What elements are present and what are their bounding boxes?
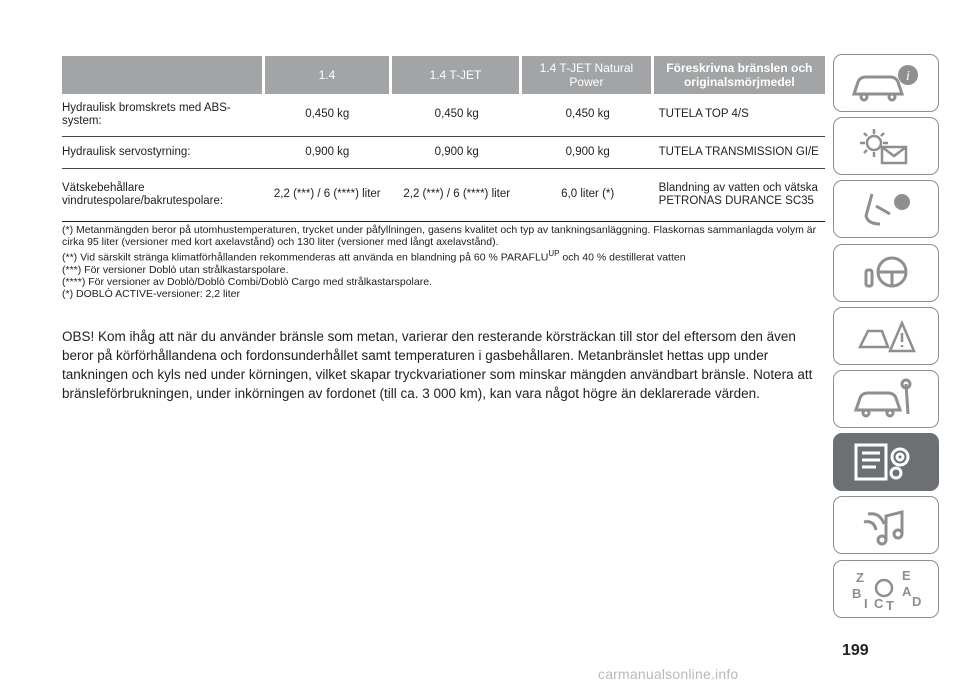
svg-text:D: D [912,593,922,609]
page-number: 199 [842,642,869,659]
footnote: (**) Vid särskilt stränga klimatförhållanden rekommenderas att använda en blandning på 60 % $PARAFLU^{UP}$ och 40 % destillerat vatten [62,249,686,264]
technical-data-table [62,56,825,222]
header-cell: 1.4 [265,56,389,94]
car-maintenance-icon[interactable] [833,370,939,428]
car-info-icon[interactable] [833,54,939,112]
svg-text:E: E [902,567,911,583]
row-label: Hydraulisk servostyrning: [62,145,191,158]
table-cell: 0,450 kg [305,108,350,121]
table-cell: 0,900 kg [434,145,479,158]
airbag-seat-icon[interactable] [833,180,939,238]
table-row [62,94,825,137]
header-cell [62,56,262,94]
footnotes [62,224,826,300]
chapter-sidebar [833,54,939,623]
table-cell: TUTELA TOP 4/S [658,108,749,121]
steering-key-icon[interactable] [833,244,939,302]
footnote: (*) DOBLÒ ACTIVE-versioner: 2,2 liter [62,287,240,300]
svg-text:I: I [864,595,868,611]
table-cell: TUTELA TRANSMISSION GI/E [658,145,819,158]
table-cell: 0,900 kg [305,145,350,158]
table-cell: 0,900 kg [565,145,610,158]
table-cell: Blandning av vatten och vätska PETRONAS DURANCE SC35 [658,181,818,207]
multimedia-icon[interactable] [833,496,939,554]
table-cell: 2,2 (***) / 6 (****) liter [273,188,381,201]
table-cell: 0,450 kg [565,108,610,121]
svg-text:Z: Z [856,569,864,585]
header-cell: 1.4 T-JET Natural Power [522,56,650,94]
warning-lights-icon[interactable] [833,117,939,175]
roadside-emergency-icon[interactable] [833,307,939,365]
svg-text:T: T [886,597,894,612]
svg-text:C: C [874,595,884,611]
table-cell: 0,450 kg [434,108,479,121]
index-icon[interactable] [833,560,939,618]
watermark: carmanualsonline.info [598,666,739,682]
footnote: (****) För versioner av Doblò/Doblò Combi/Doblò Cargo med strålkastarspolare. [62,275,432,288]
table-cell: 2,2 (***) / 6 (****) liter [403,188,511,201]
footnote: (***) För versioner Doblò utan strålkastarspolare. [62,263,289,276]
svg-text:A: A [902,583,912,599]
table-row [62,169,825,222]
header-cell: 1.4 T-JET [392,56,519,94]
obs-paragraph: OBS! Kom ihåg att när du använder bränsle som metan, varierar den resterande körsträckan till stor del eftersom den även beror på körförhållandena och fordonsunderhållet samt temperaturen i gasbehållaren. Metanbränslet hettas upp under tankningen och kyls ned under körningen, vilket skapar tryckvariationer som minskar mängden användbart bränsle. Notera att bränsleförbrukningen, under inkörningen av fordonet (till ca. 3 000 km), kan vara något högre än deklarerade värden. [62,329,813,401]
footnote: (*) Metanmängden beror på utomhustemperaturen, trycket under påfyllningen, gasens kvalitet och typ av tankningsanläggning. Flaskornas sammanlagda volym är cirka 95 liter (versioner med kort axelavstånd) och 130 liter (versioner med långt axelavstånd). [62,224,817,248]
table-row [62,137,825,169]
row-label: Hydraulisk bromskrets med ABS-system: [62,101,231,127]
header-cell: Föreskrivna bränslen och originalsmörjmedel [654,56,825,94]
table-cell: 6,0 liter (*) [561,188,615,201]
row-label: Vätskebehållare vindrutespolare/bakrutespolare: [62,181,224,207]
svg-text:i: i [906,69,910,84]
svg-text:B: B [852,585,862,601]
technical-data-icon[interactable] [833,433,939,491]
table-header [62,56,825,94]
